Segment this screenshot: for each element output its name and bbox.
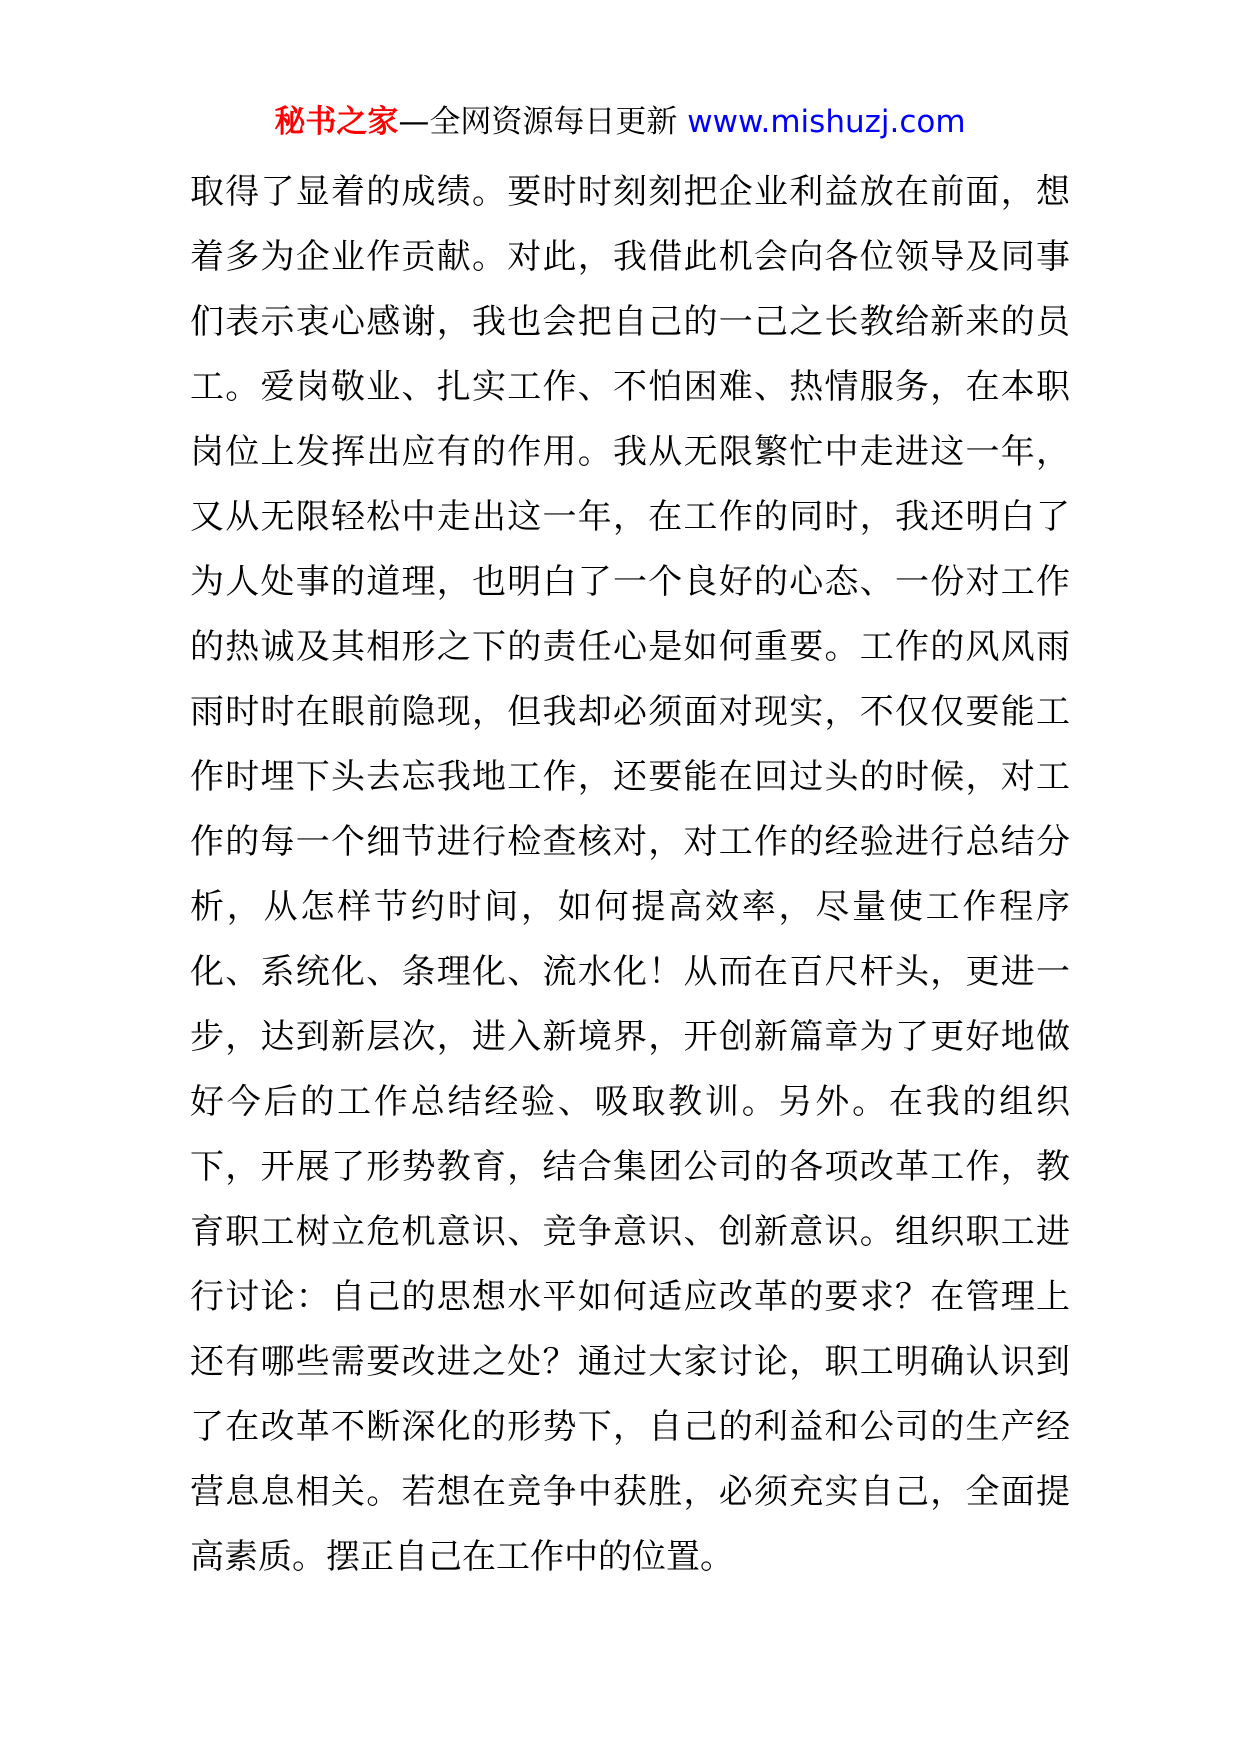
text-line: 好今后的工作总结经验、吸取教训。另外。在我的组织: [190, 1082, 1070, 1122]
text-line: 着多为企业作贡献。对此，我借此机会向各位领导及同事: [190, 237, 1070, 277]
text-line: 作时埋下头去忘我地工作，还要能在回过头的时候，对工: [190, 757, 1070, 797]
text-line: 们表示衷心感谢，我也会把自己的一己之长教给新来的员: [190, 302, 1070, 342]
header-brand: 秘书之家: [274, 104, 399, 140]
text-line: 工。爱岗敬业、扎实工作、不怕困难、热情服务，在本职: [190, 367, 1070, 407]
text-line: 育职工树立危机意识、竞争意识、创新意识。组织职工进: [190, 1212, 1070, 1252]
text-line: 析，从怎样节约时间，如何提高效率，尽量使工作程序: [190, 887, 1070, 927]
text-line: 化、系统化、条理化、流水化！从而在百尺杆头，更进一: [190, 952, 1070, 992]
text-line: 取得了显着的成绩。要时时刻刻把企业利益放在前面，想: [190, 172, 1070, 212]
text-line: 行讨论：自己的思想水平如何适应改革的要求？在管理上: [190, 1277, 1070, 1317]
text-line: 的热诚及其相形之下的责任心是如何重要。工作的风风雨: [190, 627, 1070, 667]
text-line: 岗位上发挥出应有的作用。我从无限繁忙中走进这一年，: [190, 432, 1070, 472]
header-tagline: —全网资源每日更新: [398, 104, 688, 140]
text-line: 步，达到新层次，进入新境界，开创新篇章为了更好地做: [190, 1017, 1070, 1057]
text-line: 雨时时在眼前隐现，但我却必须面对现实，不仅仅要能工: [190, 692, 1070, 732]
text-line: 高素质。摆正自己在工作中的位置。: [190, 1537, 734, 1577]
page-header: [0, 100, 1240, 144]
text-line: 营息息相关。若想在竞争中获胜，必须充实自己，全面提: [190, 1472, 1070, 1512]
text-line: 作的每一个细节进行检查核对，对工作的经验进行总结分: [190, 822, 1070, 862]
text-line: 了在改革不断深化的形势下，自己的利益和公司的生产经: [190, 1407, 1070, 1447]
text-line: 为人处事的道理，也明白了一个良好的心态、一份对工作: [190, 562, 1070, 602]
body-paragraph: [190, 160, 1070, 1590]
text-line: 又从无限轻松中走出这一年，在工作的同时，我还明白了: [190, 497, 1070, 537]
text-line: 下，开展了形势教育，结合集团公司的各项改革工作，教: [190, 1147, 1070, 1187]
header-url-link[interactable]: www.mishuzj.com: [687, 104, 966, 140]
text-line: 还有哪些需要改进之处？通过大家讨论，职工明确认识到: [190, 1342, 1070, 1382]
